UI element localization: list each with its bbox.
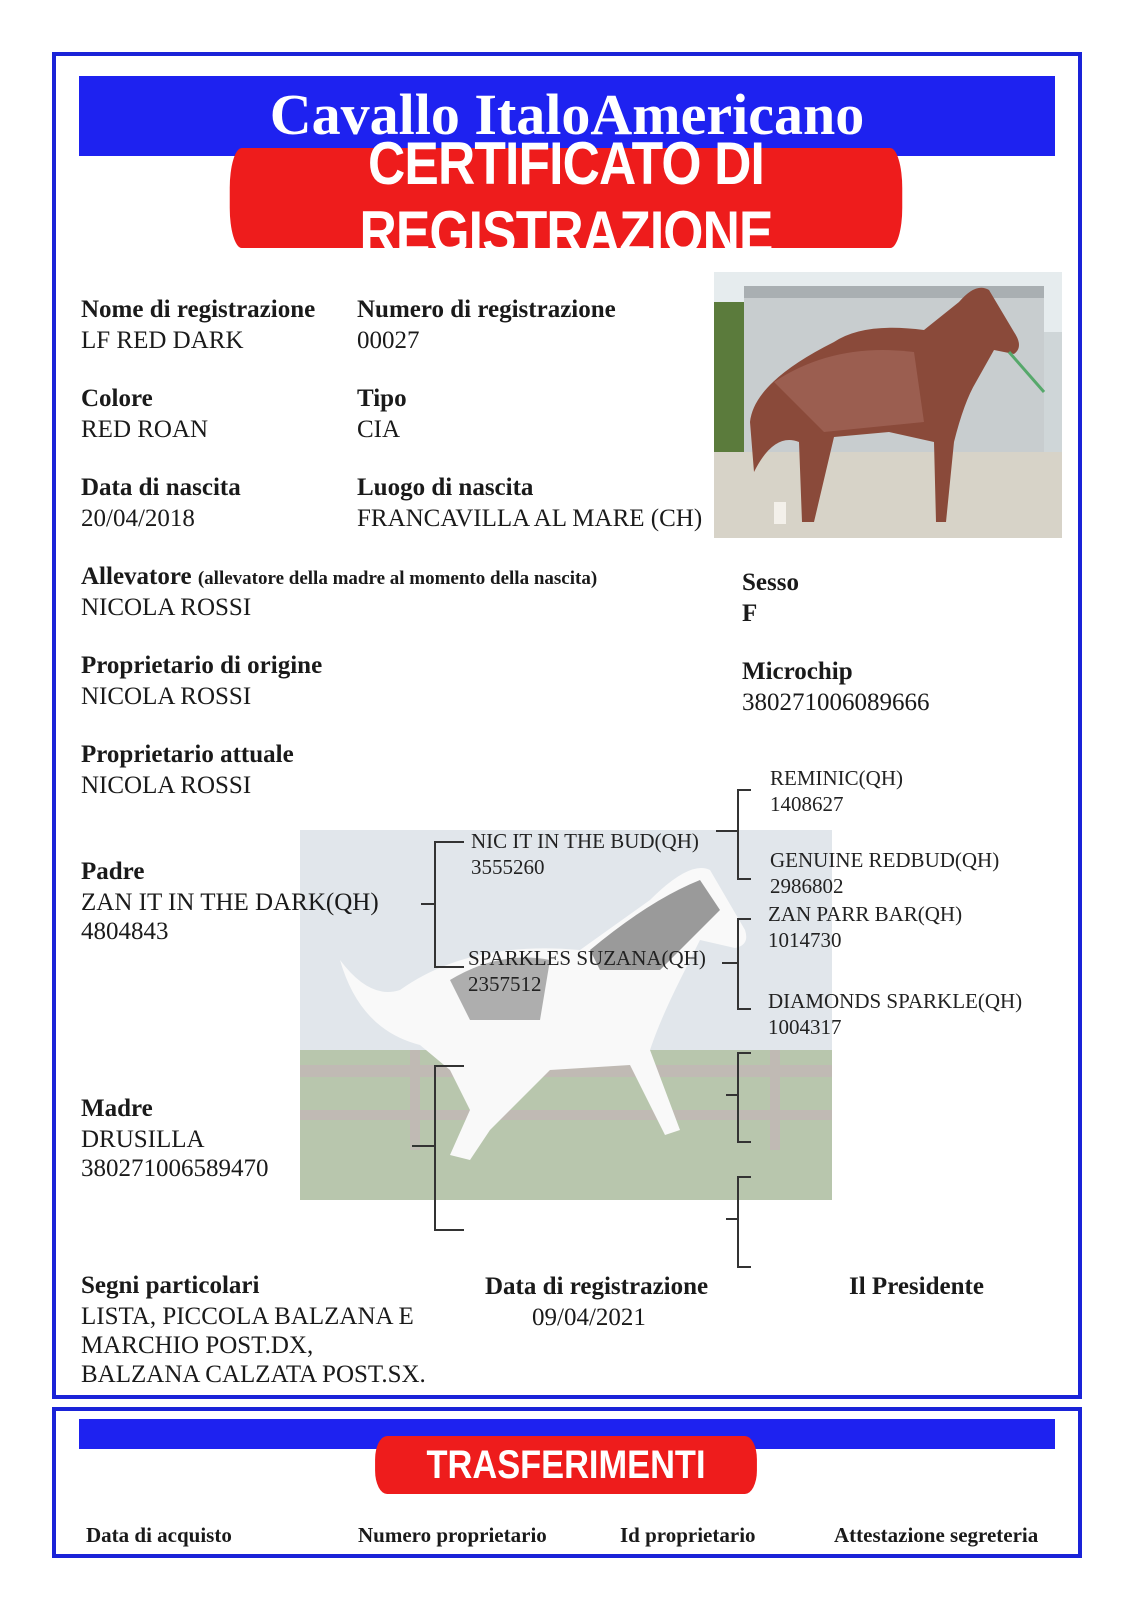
padre-label: Padre <box>81 858 145 885</box>
pedigree-line <box>737 1176 751 1178</box>
allevatore-value: NICOLA ROSSI <box>81 594 252 621</box>
pedigree-line <box>434 966 464 968</box>
tipo-label: Tipo <box>357 385 407 412</box>
data-registrazione-value: 09/04/2021 <box>532 1304 646 1331</box>
pedigree-sire-dam-name: SPARKLES SUZANA(QH) <box>468 946 706 970</box>
microchip-label: Microchip <box>742 658 853 685</box>
horse-photo <box>714 272 1062 538</box>
luogo-nascita-value: FRANCAVILLA AL MARE (CH) <box>357 505 703 532</box>
pedigree-line <box>434 841 464 843</box>
allevatore-note: (allevatore della madre al momento della nascita) <box>197 568 598 589</box>
pedigree-line <box>737 789 751 791</box>
pedigree-line <box>434 1065 436 1230</box>
certificate-banner <box>230 130 903 266</box>
proprietario-origine-label: Proprietario di origine <box>81 652 323 679</box>
segni-particolari-line: LISTA, PICCOLA BALZANA E <box>81 1303 414 1330</box>
horse-watermark <box>300 830 832 1200</box>
allevatore-label <box>81 563 597 591</box>
pedigree-line <box>434 1229 464 1231</box>
pedigree-line <box>737 918 751 920</box>
numero-registrazione-value: 00027 <box>357 327 420 354</box>
sesso-value: F <box>742 600 758 627</box>
madre-name: DRUSILLA <box>81 1126 205 1153</box>
transfers-banner <box>375 1436 757 1494</box>
proprietario-attuale-label: Proprietario attuale <box>81 741 294 768</box>
pedigree-line <box>737 1266 751 1268</box>
allevatore-label-text: Allevatore <box>81 563 192 590</box>
nome-registrazione-label: Nome di registrazione <box>81 296 316 323</box>
pedigree-sd-sire-number: 1014730 <box>768 928 842 952</box>
data-registrazione-label: Data di registrazione <box>485 1273 709 1300</box>
certificate-banner-text: CERTIFICATO DI REGISTRAZIONE <box>359 130 773 266</box>
madre-label: Madre <box>81 1095 153 1122</box>
transfer-column-header: Id proprietario <box>620 1523 756 1547</box>
transfers-banner-text: TRASFERIMENTI <box>426 1442 706 1487</box>
pedigree-line <box>434 841 436 967</box>
transfer-column-header: Data di acquisto <box>86 1523 232 1547</box>
presidente-label: Il Presidente <box>849 1273 984 1300</box>
madre-number: 380271006589470 <box>81 1155 269 1182</box>
pedigree-sire-dam-number: 2357512 <box>468 972 542 996</box>
pedigree-sd-dam-name: DIAMONDS SPARKLE(QH) <box>768 989 1023 1013</box>
data-nascita-label: Data di nascita <box>81 474 241 501</box>
numero-registrazione-label: Numero di registrazione <box>357 296 616 323</box>
pedigree-line <box>737 1052 739 1142</box>
segni-particolari-line: MARCHIO POST.DX, <box>81 1332 314 1359</box>
luogo-nascita-label: Luogo di nascita <box>357 474 534 501</box>
pedigree-ss-dam-number: 2986802 <box>770 874 844 898</box>
pedigree-sd-dam-number: 1004317 <box>768 1015 842 1039</box>
data-nascita-value: 20/04/2018 <box>81 505 195 532</box>
pedigree-line <box>737 1176 739 1268</box>
proprietario-attuale-value: NICOLA ROSSI <box>81 772 252 799</box>
colore-value: RED ROAN <box>81 416 209 443</box>
sesso-label: Sesso <box>742 569 799 596</box>
pedigree-line <box>716 830 738 832</box>
pedigree-line <box>737 1141 751 1143</box>
pedigree-sire-sire-number: 3555260 <box>471 855 545 879</box>
colore-label: Colore <box>81 385 153 412</box>
pedigree-ss-sire-name: REMINIC(QH) <box>770 766 903 790</box>
pedigree-ss-sire-number: 1408627 <box>770 792 844 816</box>
pedigree-line <box>722 962 738 964</box>
segni-particolari-label: Segni particolari <box>81 1272 260 1299</box>
microchip-value: 380271006089666 <box>742 689 930 716</box>
pedigree-line <box>737 918 739 1010</box>
pedigree-line <box>737 1008 751 1010</box>
nome-registrazione-value: LF RED DARK <box>81 327 244 354</box>
pedigree-line <box>737 1052 751 1054</box>
certificate-title: Cavallo ItaloAmericano <box>269 82 865 147</box>
padre-number: 4804843 <box>81 918 169 945</box>
tipo-value: CIA <box>357 416 401 443</box>
segni-particolari-line: BALZANA CALZATA POST.SX. <box>81 1361 426 1388</box>
transfer-column-header: Numero proprietario <box>358 1523 547 1547</box>
proprietario-origine-value: NICOLA ROSSI <box>81 683 252 710</box>
pedigree-line <box>737 789 739 879</box>
pedigree-ss-dam-name: GENUINE REDBUD(QH) <box>770 848 1000 872</box>
padre-name: ZAN IT IN THE DARK(QH) <box>81 889 379 916</box>
pedigree-sd-sire-name: ZAN PARR BAR(QH) <box>768 902 963 926</box>
pedigree-line <box>434 1065 464 1067</box>
pedigree-sire-sire-name: NIC IT IN THE BUD(QH) <box>471 829 699 853</box>
transfer-column-header: Attestazione segreteria <box>834 1523 1039 1547</box>
pedigree-line <box>412 1145 436 1147</box>
pedigree-line <box>421 903 435 905</box>
pedigree-line <box>737 878 751 880</box>
